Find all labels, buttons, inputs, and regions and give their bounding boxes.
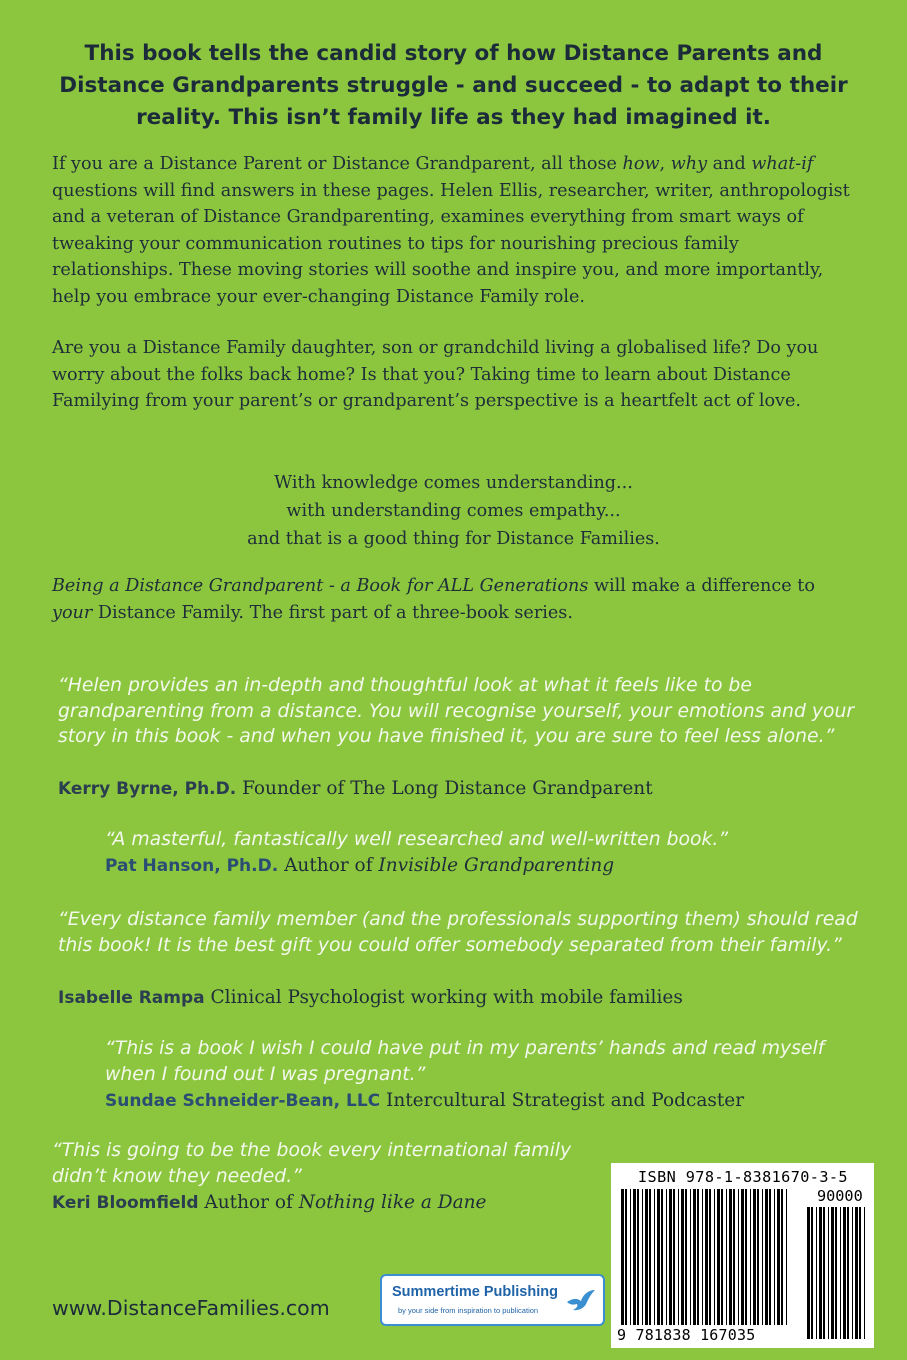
barcode-bar: [649, 1189, 651, 1325]
barcode-bar: [765, 1189, 768, 1325]
barcode-bar: [633, 1189, 636, 1325]
barcode-bar: [669, 1189, 672, 1325]
publisher-tagline: by your side from inspiration to publication: [398, 1306, 539, 1315]
intro-text-a: If you are a Distance Parent or Distance Grandparent, all those: [52, 154, 623, 174]
testimonial-name: Keri Bloomfield: [52, 1193, 199, 1213]
barcode-bar: [642, 1189, 643, 1325]
intro-how: how: [622, 154, 660, 174]
back-cover-headline: This book tells the candid story of how Distance Parents and Distance Grandparents struggle - and succeed - to adapt to their reality. This isn’t family life as they had imagined it.: [59, 41, 848, 130]
barcode-bar: [741, 1189, 744, 1325]
barcode-bar: [717, 1189, 720, 1325]
barcode-bar: [750, 1189, 751, 1325]
barcode-bar: [733, 1189, 735, 1325]
barcode-bar: [835, 1207, 837, 1339]
barcode-bar: [769, 1189, 771, 1325]
barcode-bar: [757, 1189, 759, 1325]
testimonial-role: Author of: [198, 1192, 299, 1213]
series-text-b: Distance Family. The first part of a three-book series.: [92, 602, 573, 623]
testimonial-quote: “A masterful, fantastically well researched and well-written book.”: [105, 829, 729, 850]
barcode-bar: [807, 1207, 810, 1339]
verse-line: With knowledge comes understanding...: [274, 473, 633, 493]
barcode-bar: [666, 1189, 667, 1325]
series-your: your: [52, 602, 93, 623]
barcode-bar: [781, 1189, 783, 1325]
publisher-name: Summertime Publishing: [392, 1284, 558, 1300]
barcode-bar: [819, 1207, 822, 1339]
barcode-bar: [685, 1189, 687, 1325]
testimonial-quote: “Every distance family member (and the professionals supporting them) should read this book! It is the best gift you could offer somebody separated from their family.”: [58, 909, 858, 956]
barcode-bar: [630, 1189, 631, 1325]
testimonial-quote: “Helen provides an in-depth and thoughtful look at what it feels like to be grandparenting from a distance. You will recognise yourself, your emotions and your story in this book - and when you have finished it, you are sure to feel less alone.”: [58, 675, 855, 747]
website-url[interactable]: www.DistanceFamilies.com: [52, 1296, 330, 1320]
barcode-bar: [745, 1189, 747, 1325]
intro-paragraph: [52, 151, 857, 310]
barcode-bar: [678, 1189, 679, 1325]
barcode-bar: [855, 1207, 858, 1339]
testimonial-name: Sundae Schneider-Bean, LLC: [105, 1091, 381, 1111]
series-text-a: will make a difference to: [588, 576, 815, 596]
barcode-bar: [714, 1189, 715, 1325]
barcode-bar: [816, 1207, 817, 1339]
barcode-bar: [811, 1207, 813, 1339]
barcode-bar: [852, 1207, 853, 1339]
price-addon: 90000: [817, 1187, 863, 1205]
testimonial-quote: “This is a book I wish I could have put in my parents’ hands and read myself when I found out I was pregnant.”: [105, 1038, 825, 1085]
intro-whatif: what-if: [751, 154, 814, 174]
bird-icon: [565, 1288, 597, 1314]
barcode-bar: [729, 1189, 732, 1325]
verse-line: with understanding comes empathy...: [286, 501, 621, 521]
barcode-bar: [762, 1189, 763, 1325]
barcode-bar: [625, 1189, 627, 1325]
barcode-bar: [690, 1189, 691, 1325]
intro-text-b: ,: [659, 154, 671, 174]
testimonial-attribution: [105, 853, 614, 879]
isbn-barcode: [611, 1163, 874, 1348]
barcode-bar: [847, 1207, 849, 1339]
verse-line: and that is a good thing for Distance Families.: [247, 529, 660, 549]
testimonial-attribution: [58, 985, 683, 1011]
isbn-number: ISBN 978-1-8381670-3-5: [638, 1168, 848, 1186]
barcode-bar: [786, 1189, 787, 1325]
barcode-bar: [693, 1189, 696, 1325]
barcode-bar: [823, 1207, 825, 1339]
barcode-bar: [774, 1189, 775, 1325]
barcode-bar: [657, 1189, 660, 1325]
centered-verse: [40, 469, 867, 553]
testimonial-attribution: [52, 1190, 487, 1216]
testimonial-name: Pat Hanson, Ph.D.: [105, 856, 279, 876]
barcode-bar: [702, 1189, 703, 1325]
barcode-bar: [843, 1207, 846, 1339]
testimonial-role: Intercultural Strategist and Podcaster: [380, 1090, 745, 1111]
intro-why: why: [670, 154, 708, 174]
barcode-digits: 9 781838 167035: [617, 1326, 756, 1344]
book-title: Being a Distance Grandparent - a Book for ALL Generations: [52, 576, 589, 596]
intro-text-c: and: [707, 154, 752, 174]
testimonial-name: Kerry Byrne, Ph.D.: [58, 779, 237, 799]
testimonial-role: Founder of The Long Distance Grandparent: [236, 778, 653, 799]
barcode-bar: [753, 1189, 756, 1325]
barcode-bar: [661, 1189, 663, 1325]
barcode-bar: [828, 1207, 829, 1339]
testimonial-book: Invisible Grandparenting: [378, 855, 615, 876]
barcode-bar: [840, 1207, 841, 1339]
barcode-bar: [777, 1189, 780, 1325]
testimonial-quote: “This is going to be the book every international family didn’t know they needed.”: [52, 1140, 572, 1187]
barcode-bar: [738, 1189, 739, 1325]
barcode-bar: [697, 1189, 699, 1325]
publisher-logo: [380, 1274, 605, 1326]
testimonial-book: Nothing like a Dane: [298, 1192, 487, 1213]
barcode-bar: [637, 1189, 639, 1325]
barcode-bar: [721, 1189, 723, 1325]
testimonial-attribution: [105, 1088, 744, 1114]
barcode-bar: [621, 1189, 624, 1325]
barcode-bars: [611, 1163, 874, 1348]
testimonial-attribution: [58, 776, 653, 802]
barcode-bar: [864, 1207, 865, 1339]
barcode-bar: [705, 1189, 708, 1325]
testimonial-role: Author of: [278, 855, 379, 876]
barcode-bar: [645, 1189, 648, 1325]
testimonial-name: Isabelle Rampa: [58, 988, 205, 1008]
barcode-bar: [709, 1189, 711, 1325]
barcode-bar: [859, 1207, 861, 1339]
series-paragraph: [52, 573, 857, 626]
intro-text-d: questions will find answers in these pages. Helen Ellis, researcher, writer, anthropologist and a veteran of Distance Grandparenting, examines everything from smart ways of tweaking your communication routines to tips for nourishing precious family relationships. These moving stories will soothe and inspire you, and more importantly, help you embrace your ever-changing Distance Family role.: [52, 180, 850, 307]
family-paragraph: Are you a Distance Family daughter, son or grandchild living a globalised life? Do you worry about the folks back home? Is that you? Taking time to learn about Distance Familying from your parent’s or grandparent’s perspective is a heartfelt act of love.: [52, 338, 819, 411]
testimonial-role: Clinical Psychologist working with mobile families: [204, 987, 683, 1008]
barcode-bar: [654, 1189, 655, 1325]
barcode-bar: [673, 1189, 675, 1325]
barcode-bar: [726, 1189, 727, 1325]
barcode-bar: [681, 1189, 684, 1325]
barcode-bar: [831, 1207, 834, 1339]
